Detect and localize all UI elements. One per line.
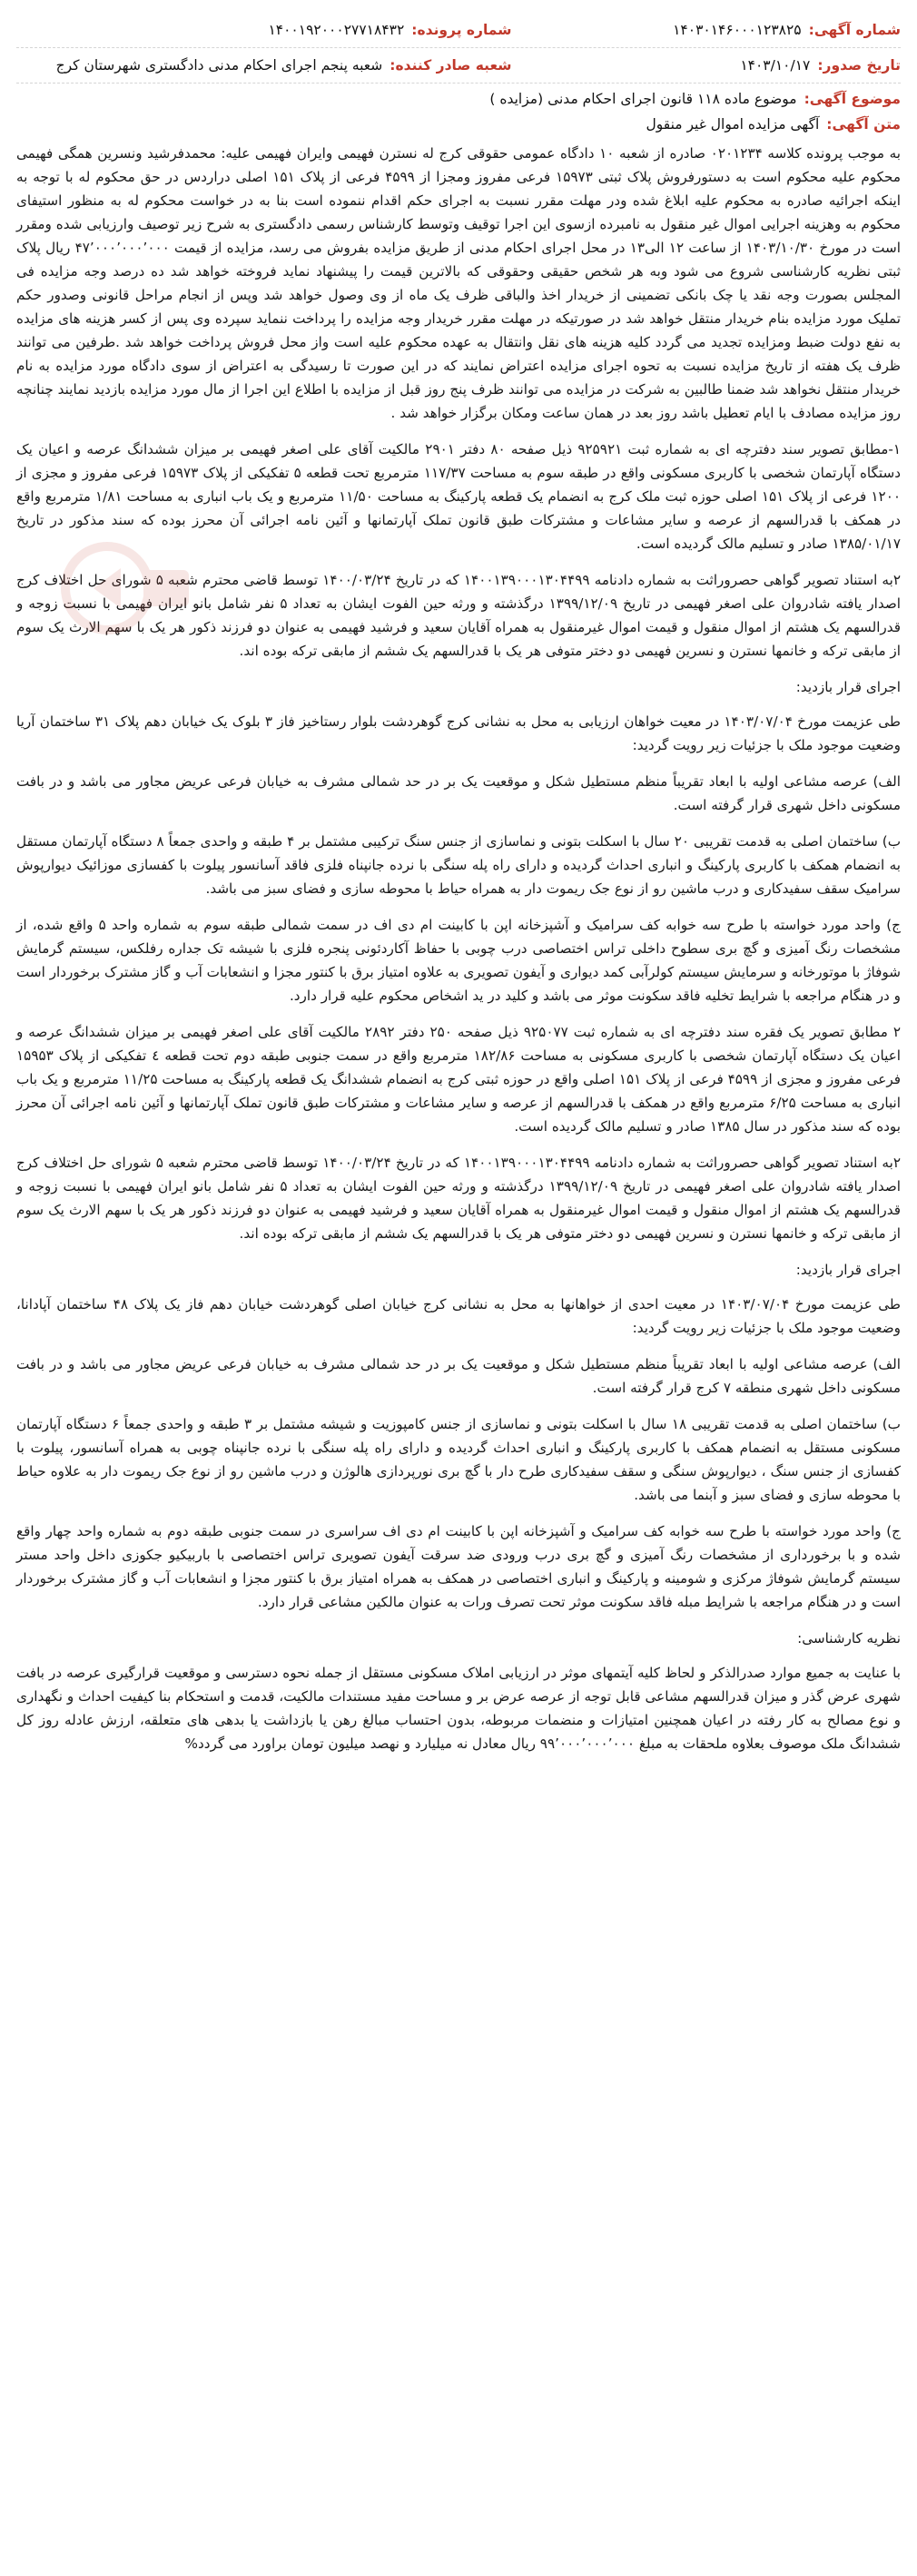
text-row <box>16 109 901 134</box>
paragraph-property1-deed: ۱-مطابق تصویر سند دفترچه ای به شماره ثبت ۹۲۵۹۲۱ ذیل صفحه ۸۰ دفتر ۲۹۰۱ مالکیت آقای علی اصغر فهیمی بر میزان ششدانگ عرصه و اعیان یک دستگاه آپارتمان شخصی با کاربری مسکونی واقع در طبقه سوم به مساحت ۱۱۷/۳۷ مترمربع تحت قطعه ۵ تفکیکی از پلاک ۱۵۹۷۳ فرعی مفروز و مجزی از ۱۲۰۰ فرعی از پلاک ۱۵۱ اصلی حوزه ثبت ملک کرج به انضمام یک قطعه پارکینگ به مساحت ۱۱/۵۰ مترمربع و یک باب انباری به مساحت ۱/۸۱ مترمربع واقع در همکف با قدرالسهم از عرصه و سایر مشاعات و مشترکات طبق قانون تملک آپارتمانها و آئین نامه اجرائی آن محرز بوده که سند مذکور در تاریخ ۱۳۸۵/۰۱/۱۷ صادر و تسلیم مالک گردیده است. <box>16 441 902 552</box>
issue-date-value: ۱۴۰۳/۱۰/۱۷ <box>740 57 811 74</box>
ad-number <box>511 22 901 38</box>
case-number-label: شماره پرونده: <box>411 22 512 38</box>
meta-row-numbers <box>16 13 901 48</box>
paragraph-2-c: ج) واحد مورد خواسته با طرح سه خوابه کف سرامیک و آشپزخانه اپن با کابینت ام دی اف سراسری در سمت جنوبی طبقه دوم به شماره واحد چهار واقع شده و با برخورداری از مشخصات رنگ آمیزی و گچ بری درب ورودی ضد سرقت آیفون تصویری تراس اختصاصی با باربیکیو جکوزی داخل واحد مستر سیستم گرمایش شوفاژ مرکزی و شومینه و پارکینگ و انباری اختصاصی در همکف به همراه امتیاز برق با کنتور مجزا و انشعابات آب و گاز مشترک برخوردار است و در هنگام مراجعه با شرایط مبله فاقد سکونت موثر تحت تصرف ورات به عنوان مالکین مشاعی قرار دارد. <box>16 1523 901 1610</box>
paragraph-inheritance-1: ۲به استناد تصویر گواهی حصروراثت به شماره دادنامه ۱۴۰۰۱۳۹۰۰۰۱۳۰۴۴۹۹ که در تاریخ ۱۴۰۰/۰۳/۲۴ توسط قاضی محترم شعبه ۵ شورای حل اختلاف کرج اصدار یافته شادروان علی اصغر فهیمی در تاریخ ۱۳۹۹/۱۲/۰۹ درگذشته و ورثه حین الفوت ایشان به تعداد ۵ نفر شامل بانو ایران فهیمی با نسبت زوجه و قدرالسهم یک هشتم از اموال منقول و قیمت اموال غیرمنقول به همراه آقایان سعید و فرشید فهیمی به عنوان دو فرزند ذکور هر یک با سهم الارث یک سوم از مابقی ترکه و خانمها نسترن و نسرین فهیمی دو دختر متوفی هر یک با قدرالسهم یک ششم از مابقی ترکه بوده اند. <box>16 572 901 659</box>
text-label: متن آگهی: <box>826 116 901 133</box>
heading-expert-opinion: نظریه کارشناسی: <box>797 1630 901 1647</box>
case-number <box>16 22 511 38</box>
subject-label: موضوع آگهی: <box>804 91 901 107</box>
ad-number-label: شماره آگهی: <box>808 22 901 38</box>
ad-number-value: ۱۴۰۳۰۱۴۶۰۰۰۱۲۳۸۲۵ <box>673 22 802 38</box>
subject-value: موضوع ماده ۱۱۸ قانون اجرای احکام مدنی (مزایده ) <box>489 91 797 107</box>
meta-row-issue <box>16 48 901 84</box>
paragraph-property2-deed: ۲ مطابق تصویر یک فقره سند دفترچه ای به شماره ثبت ۹۲۵۰۷۷ ذیل صفحه ۲۵۰ دفتر ۲۸۹۲ مالکیت آقای علی اصغر فهیمی بر میزان ششدانگ عرصه و اعیان یک دستگاه آپارتمان شخصی با کاربری مسکونی به مساحت ۱۸۲/۸۶ مترمربع واقع در سمت جنوبی طبقه دوم تحت قطعه ٤ تفکیکی از پلاک ۱۵۹۵۳ فرعی مفروز و مجزی از ۴۵۹۹ فرعی از پلاک ۱۵۱ اصلی واقع در حوزه ثبتی کرج به انضمام ششدانگ یک قطعه پارکینگ به مساحت ۱۱/۲۵ مترمربع و یک باب انباری به مساحت ۶/۲۵ مترمربع واقع در همکف با قدرالسهم از عرصه و سایر مشاعات و مشترکات طبق قانون تملک آپارتمانها و آئین نامه اجرائی آن محرز بوده که سند مذکور در سال ۱۳۸۵ صادر و تسلیم مالک گردیده است. <box>16 1024 902 1135</box>
paragraph-1-b: ب) ساختمان اصلی به قدمت تقریبی ۲۰ سال با اسکلت بتونی و نماسازی از جنس سنگ ترکیبی مشتمل بر ۴ طبقه و واحدی جمعاً ۸ دستگاه آپارتمان مستقل به انضمام همکف با کاربری پارکینگ و انباری احداث گردیده و دارای راه پله سنگی با نرده جانپناه فلزی فاقد آسانسور پیلوت با کفسازی موزائیک دیوارپوش سرامیک سقف سفیدکاری و درب ماشین رو از نوع جک ریموت دار به همراه حیاط با محوطه سازی و فضای سبز می باشد. <box>16 833 901 897</box>
issuing-branch-value: شعبه پنجم اجرای احکام مدنی دادگستری شهرستان کرج <box>55 57 383 74</box>
paragraph-2-a: الف) عرصه مشاعی اولیه با ابعاد تقریباً منظم مستطیل شکل و موقعیت یک بر در حد شمالی مشرف به خیابان فرعی عریض مجاور می باشد و در بافت مسکونی داخل شهری منطقه ۷ کرج قرار گرفته است. <box>16 1356 901 1396</box>
paragraph-expert-opinion: با عنایت به جمیع موارد صدرالذکر و لحاظ کلیه آیتمهای موثر در ارزیابی املاک مسکونی مستقل از جمله نحوه دسترسی و موقعیت قرارگیری عرصه در بافت شهری عرض گذر و میزان قدرالسهم مشاعی قابل توجه از عرصه عرض بر و مساحت مفید مستندات مالکیت، قدمت و استحکام بنا کیفیت احداث و نگهداری و نوع مصالح به کار رفته در اعیان همچنین امتیازات و منضمات مربوطه، بدون احتساب مبالغ رهن یا بازداشت یا بدهی های متعلقه، ارزش عادله روز کل ششدانگ ملک موصوف بعلاوه ملحقات به مبلغ ۹۹٬۰۰۰٬۰۰۰٬۰۰۰ ریال معادل نه میلیارد و نهصد میلیون تومان براورد می گردد% <box>16 1665 901 1752</box>
paragraph-intro: به موجب پرونده کلاسه ۰۲۰۱۲۳۴ صادره از شعبه ۱۰ دادگاه عمومی حقوقی کرج له نسترن فهیمی وایران فهیمی علیه: محمدفرشید ونسرین همگی فهیمی محکوم علیه محکوم است به دستورفروش پلاک ثبتی ۱۵۹۷۳ فرعی مفروز ومجزا از ۴۵۹۹ فرعی از پلاک ۱۵۱ اصلی دراردس در حق محکوم له با توجه به اینکه اجرائیه صادره به محکوم علیه ابلاغ شده ودر مهلت مقرر نسبت به اجرای حکم اقدام ننموده است بنا به در خواست محکوم له به منظور استیفای محکوم به وهزینه اجرایی اموال غیر منقول به نامبرده ازسوی این اجرا توقیف وتوسط کارشناس رسمی دادگستری به شرح زیر توصیف وارزیابی شده ومقرر است در مورخ ۱۴۰۳/۱۰/۳۰ از ساعت ۱۲ الی۱۳ در محل اجرای احکام مدنی از طریق مزایده بفروش می رسد، مزایده از قیمت ۴۷٬۰۰۰٬۰۰۰٬۰۰۰ ریال پلاک ثبتی نظریه کارشناسی شروع می شود وبه هر شخص حقیقی وحقوقی که بالاترین قیمت را پیشنهاد نماید فروخته خواهد شد ده درصد وجه مزایده فی المجلس بصورت وجه نقد یا چک بانکی تضمینی از خریدار اخذ والباقی ظرف یک ماه از وی وصول خواهد شد وپس از انجام مراحل قانونی وصدور حکم تملیک مورد مزایده بنام خریدار منتقل خواهد شد در صورتیکه در مهلت مقرر خریدار وجه مزایده را پرداخت ننماید سپرده وی پس از کسر هزینه های مزایده به نفع دولت ضبط ومزایده تجدید می گردد کلیه هزینه های نقل وانتقال به عهده محکوم علیه است واز محل فروش پرداخت خواهد شد .طرفین می توانند ظرف یک هفته از تاریخ مزایده نسبت به تحوه اجرای مزایده اعتراض نمایند که در این صورت تا رسیدگی به اعتراض از سوی دادگاه مورد مزایده به نام خریدار منتقل نخواهد شد ضمنا طالبین به شرکت در مزایده می توانند ظرف پنج روز قبل از مزایده با اطلاع این اجرا از مال مورد مزایده بازدید نمایند چنانچه روز مزایده مصادف با ایام تعطیل باشد روز بعد در همان ساعت ومکان برگزار خواهد شد . <box>16 145 901 421</box>
issuing-branch <box>16 57 511 74</box>
issue-date-label: تاریخ صدور: <box>817 57 901 74</box>
text-title: آگهی مزایده اموال غیر منقول <box>646 116 820 133</box>
paragraph-visit-2: طی عزیمت مورخ ۱۴۰۳/۰۷/۰۴ در معیت احدی از خواهانها به محل به نشانی کرج خیابان اصلی گوهردشت خیابان دهم فاز یک پلاک ۴۸ ساختمان آپادانا، وضعیت موجود ملک با جزئیات زیر رویت گردید: <box>16 1296 901 1336</box>
paragraph-inheritance-2: ۲به استناد تصویر گواهی حصروراثت به شماره دادنامه ۱۴۰۰۱۳۹۰۰۰۱۳۰۴۴۹۹ که در تاریخ ۱۴۰۰/۰۳/۲۴ توسط قاضی محترم شعبه ۵ شورای حل اختلاف کرج اصدار یافته شادروان علی اصغر فهیمی در تاریخ ۱۳۹۹/۱۲/۰۹ درگذشته و ورثه حین الفوت ایشان به تعداد ۵ نفر شامل بانو ایران فهیمی با نسبت زوجه و قدرالسهم یک هشتم از اموال منقول و قیمت اموال غیرمنقول به همراه آقایان سعید و فرشید فهیمی به عنوان دو فرزند ذکور هر یک با سهم الارث یک سوم از مابقی ترکه و خانمها نسترن و نسرین فهیمی دو دختر متوفی هر یک با قدرالسهم یک ششم از مابقی ترکه بوده اند. <box>16 1155 901 1242</box>
paragraph-1-a: الف) عرصه مشاعی اولیه با ابعاد تقریباً منظم مستطیل شکل و موقعیت یک بر در حد شمالی مشرف به خیابان فرعی عریض مجاور می باشد و در بافت مسکونی داخل شهری قرار گرفته است. <box>16 773 901 813</box>
issuing-branch-label: شعبه صادر کننده: <box>389 57 512 74</box>
heading-visit-2: اجرای قرار بازدید: <box>795 1262 901 1278</box>
heading-visit-1: اجرای قرار بازدید: <box>795 679 901 695</box>
subject-row <box>16 84 901 109</box>
paragraph-1-c: ج) واحد مورد خواسته با طرح سه خوابه کف سرامیک و آشپزخانه اپن با کابینت ام دی اف در سمت شمالی طبقه سوم به شماره واحد ۵ واقع شده، از مشخصات رنگ آمیزی و گچ بری سطوح داخلی تراس اختصاصی درب چوبی با حفاظ آکاردئونی پنجره فلزی با شیشه تک جداره رفلکس، سیستم گرمایش شوفاژ با موتورخانه و سرمایش سیستم کولرآبی کمد دیواری و آیفون تصویری به علاوه امتیاز برق با کنتور مجزا و انشعابات آب و گاز مشترک برخوردار است و در هنگام مراجعه با شرایط تخلیه فاقد سکونت موثر می باشد و کلید در ید اشخاص محکوم علیه قرار دارد. <box>16 917 901 1004</box>
case-number-value: ۱۴۰۰۱۹۲۰۰۰۲۷۷۱۸۴۳۲ <box>268 22 405 38</box>
paragraph-visit-1: طی عزیمت مورخ ۱۴۰۳/۰۷/۰۴ در معیت خواهان ارزیابی به محل به نشانی کرج گوهردشت بلوار رستاخیز فاز ۳ بلوک یک خیابان دهم پلاک ۳۱ ساختمان آریا وضعیت موجود ملک با جزئیات زیر رویت گردید: <box>16 713 902 753</box>
issue-date <box>511 57 901 74</box>
ad-body <box>16 134 901 1755</box>
paragraph-2-b: ب) ساختمان اصلی به قدمت تقریبی ۱۸ سال با اسکلت بتونی و نماسازی از جنس کامپوزیت و شیشه مشتمل بر ۳ طبقه و واحدی جمعاً ۶ دستگاه آپارتمان مسکونی مستقل به انضمام همکف با کاربری پارکینگ و انباری احداث گردیده و دارای راه پله سنگی با نرده جانپناه چوبی به همراه آسانسور، پیلوت با کفسازی از جنس سنگ ، دیوارپوش سنگی و سقف سفیدکاری طرح دار با گچ بری نورپردازی هالوژن و درب ماشین رو از نوع جک ریموت دار به علاوه حیاط با محوطه سازی و فضای سبز و آبنما می باشد. <box>16 1416 901 1503</box>
